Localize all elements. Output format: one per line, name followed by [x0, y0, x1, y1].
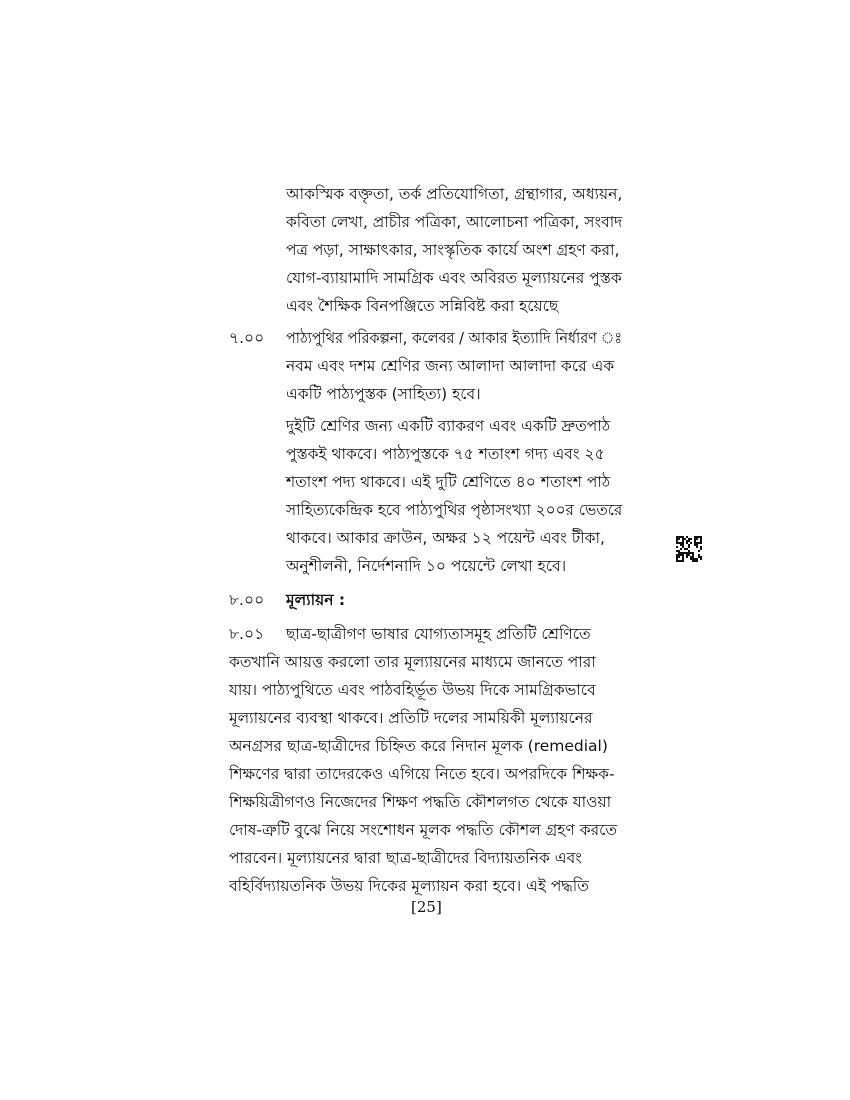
- text-line: কতখানি আয়ত্ত করলো তার মূল্যায়নের মাধ্যমে জানতে পারা: [229, 653, 596, 671]
- text-line: শিক্ষণের দ্বারা তাদেরকেও এগিয়ে নিতে হবে। অপরদিকে শিক্ষক-: [229, 765, 615, 783]
- text-line: সাহিত্যকেন্দ্রিক হবে পাঠ্যপুথির পৃষ্ঠাসংখ্যা ২০০র ভেতরে: [286, 501, 623, 519]
- section-number: ৭.০০: [229, 329, 265, 347]
- text-line: থাকবে। আকার ক্রাউন, অক্ষর ১২ পয়েন্ট এবং টীকা,: [286, 529, 605, 547]
- qr-code-icon: [676, 536, 702, 562]
- text-line: যায়। পাঠ্যপুথিতে এবং পাঠবহির্ভূত উভয় দিকে সামগ্রিকভাবে: [229, 681, 596, 699]
- text-line: বহির্বিদ্যায়তনিক উভয় দিকের মূল্যায়ন করা হবে। এই পদ্ধতি: [229, 877, 589, 895]
- text-line: কবিতা লেখা, প্রাচীর পত্রিকা, আলোচনা পত্রিকা, সংবাদ: [286, 213, 623, 231]
- section-number: ৮.০১: [229, 625, 265, 643]
- section-number: ৮.০০: [229, 591, 265, 609]
- text-line: নবম এবং দশম শ্রেণির জন্য আলাদা আলাদা করে এক: [286, 357, 615, 375]
- text-line: অনুশীলনী, নির্দেশনাদি ১০ পয়েন্টে লেখা হবে।: [286, 557, 567, 575]
- text-line: একটি পাঠ্যপুস্তক (সাহিত্য) হবে।: [286, 385, 481, 403]
- text-line: পুস্তকই থাকবে। পাঠ্যপুস্তকে ৭৫ শতাংশ গদ্য এবং ২৫: [286, 445, 605, 463]
- section-title: মূল্যায়ন :: [286, 591, 346, 609]
- text-line: ছাত্র-ছাত্রীগণ ভাষার যোগ্যতাসমূহ প্রতিটি শ্রেণিতে: [286, 625, 591, 643]
- text-line: পারবেন। মূল্যায়নের দ্বারা ছাত্র-ছাত্রীদের বিদ্যায়তনিক এবং: [229, 849, 582, 867]
- text-line: দুইটি শ্রেণির জন্য একটি ব্যাকরণ এবং একটি দ্রুতপাঠ: [286, 417, 611, 435]
- text-line: মূল্যায়নের ব্যবস্থা থাকবে। প্রতিটি দলের সাময়িকী মূল্যায়নের: [229, 709, 593, 727]
- text-line: পত্র পড়া, সাক্ষাৎকার, সাংস্কৃতিক কার্যে অংশ গ্রহণ করা,: [286, 241, 620, 259]
- text-line: আকস্মিক বক্তৃতা, তর্ক প্রতিযোগিতা, গ্রন্থাগার, অধ্যয়ন,: [286, 185, 623, 203]
- text-line: যোগ-ব্যায়ামাদি সামগ্রিক এবং অবিরত মূল্যায়নের পুস্তক: [286, 269, 622, 287]
- text-line: অনগ্রসর ছাত্র-ছাত্রীদের চিহ্নিত করে নিদান মূলক (remedial): [229, 737, 608, 755]
- text-line: পাঠ্যপুথির পরিকল্পনা, কলেবর / আকার ইত্যাদি নির্ধারণ ঃ: [286, 329, 623, 347]
- text-line: দোষ-ত্রুটি বুঝে নিয়ে সংশোধন মূলক পদ্ধতি কৌশল গ্রহণ করতে: [229, 821, 617, 839]
- page-number: [25]: [411, 898, 442, 916]
- text-line: এবং শৈক্ষিক বিনপঞ্জিতে সন্নিবিষ্ট করা হয়েছে: [286, 297, 559, 315]
- text-line: শতাংশ পদ্য থাকবে। এই দুটি শ্রেণিতে ৪০ শতাংশ পাঠ: [286, 473, 611, 491]
- text-line: শিক্ষয়িত্রীগণও নিজেদের শিক্ষণ পদ্ধতি কৌশলগত থেকে যাওয়া: [229, 793, 612, 811]
